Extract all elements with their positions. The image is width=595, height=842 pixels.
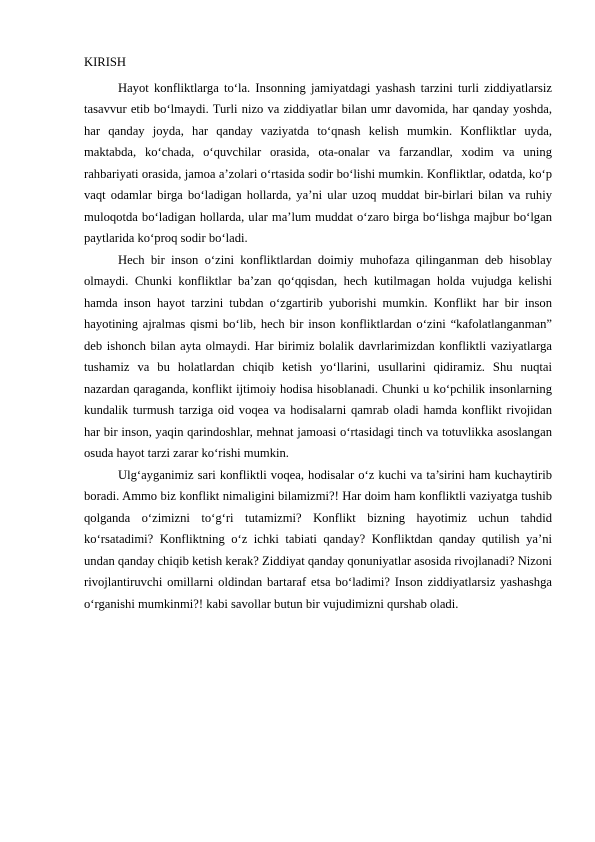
paragraph-1: Hayot konfliktlarga to‘la. Insonning jamiyatdagi yashash tarzini turli ziddiyatlarsiz tasavvur etib bo‘lmaydi. Turli nizo va ziddiyatlar bilan umr davomida, har qanday yoshda, har qanday joyda, har qanday vaziyatda to‘qnash kelish mumkin. Konfliktlar uyda, maktabda, ko‘chada, o‘quvchilar orasida, ota-onalar va farzandlar, xodim va uning rahbariyati orasida, jamoa a’zolari o‘rtasida sodir bo‘lishi mumkin. Konfliktlar, odatda, ko‘p vaqt odamlar birga bo‘ladigan hollarda, ya’ni ular uzoq muddat bir-birlari bilan va ruhiy muloqotda bo‘ladigan hollarda, ular ma’lum muddat o‘zaro birga bo‘lishga majbur bo‘lgan paytlarida ko‘proq sodir bo‘ladi. bbox=[84, 80, 552, 245]
document-body bbox=[84, 52, 552, 615]
paragraph-3: Ulg‘ayganimiz sari konfliktli voqea, hodisalar o‘z kuchi va ta’sirini ham kuchaytirib boradi. Ammo biz konflikt nimaligini bilamizmi?! Har doim ham konfliktli vaziyatga tushib qolganda o‘zimizni to‘g‘ri tutamizmi? Konflikt bizning hayotimiz uchun tahdid ko‘rsatadimi? Konfliktning o‘z ichki tabiati qanday? Konfliktdan qanday qutilish ya’ni undan qanday chiqib ketish kerak? Ziddiyat qanday qonuniyatlar asosida rivojlanadi? Nizoni rivojlantiruvchi omillarni oldindan bartaraf etsa bo‘ladimi? Inson ziddiyatlarsiz yashashga o‘rganishi mumkinmi?! kabi savollar butun bir vujudimizni qurshab oladi. bbox=[84, 467, 552, 611]
section-heading: KIRISH bbox=[84, 55, 126, 69]
paragraph-2: Hech bir inson o‘zini konfliktlardan doimiy muhofaza qilinganman deb hisoblay olmaydi. Chunki konfliktlar ba’zan qo‘qqisdan, hech kutilmagan holda vujudga kelishi hamda inson hayot tarzini tubdan o‘zgartirib yuborishi mumkin. Konflikt har bir inson hayotining ajralmas qismi bo‘lib, hech bir inson konfliktlardan o‘zini “kafolatlanganman” deb ishonch bilan ayta olmaydi. Har birimiz bolalik davrlarimizdan konfliktli vaziyatlarga tushamiz va bu holatlardan chiqib ketish yo‘llarini, usullarini qidiramiz. Shu nuqtai nazardan qaraganda, konflikt ijtimoiy hodisa hisoblanadi. Chunki u ko‘pchilik insonlarning kundalik turmush tarziga oid voqea va hodisalarni qamrab oladi hamda konflikt rivojidan har bir inson, yaqin qarindoshlar, mehnat jamoasi o‘rtasidagi tinch va totuvlikka asoslangan osuda hayot tarzi zarar ko‘rishi mumkin. bbox=[84, 252, 552, 460]
